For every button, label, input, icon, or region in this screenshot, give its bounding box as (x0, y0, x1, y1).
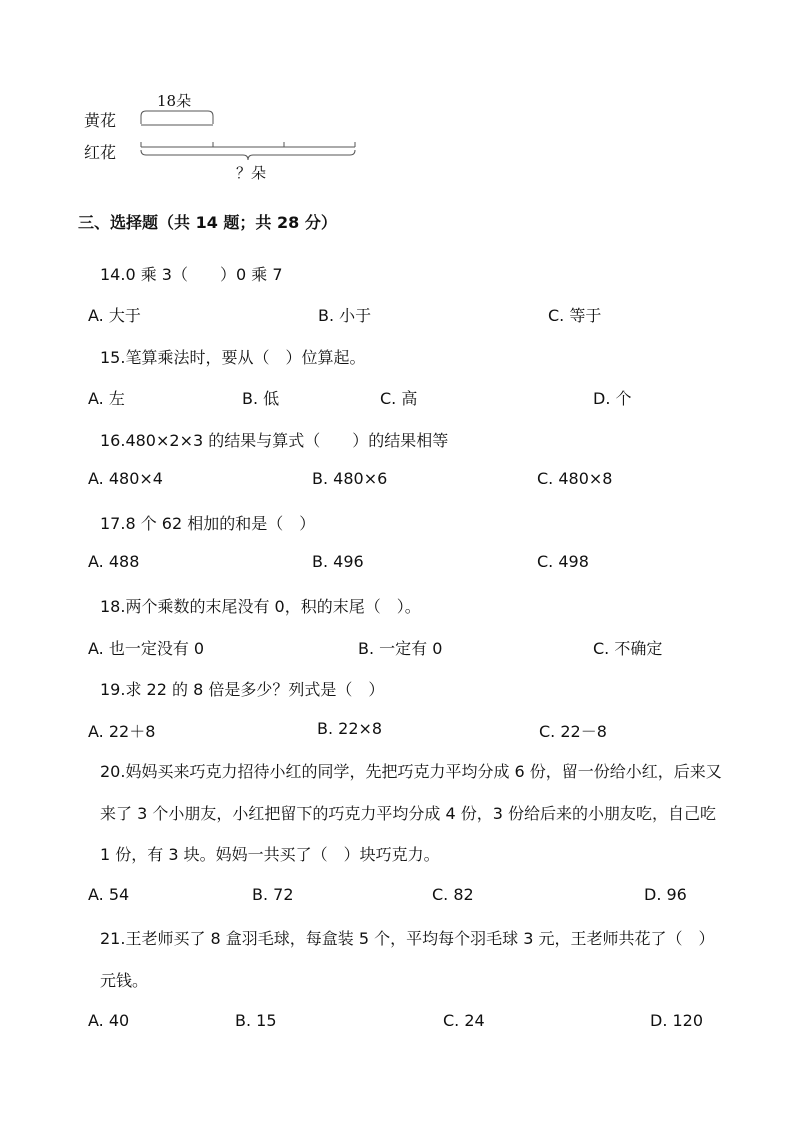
q19-option-b[interactable]: B. 22×8 (317, 719, 383, 738)
question-14-stem: 14.0 乘 3（ ）0 乘 7 (100, 265, 283, 284)
q18-option-b[interactable]: B. 一定有 0 (358, 639, 443, 658)
q17-option-b[interactable]: B. 496 (312, 552, 364, 571)
yellow-flower-label: 黄花 (84, 111, 117, 130)
question-15-stem: 15.笔算乘法时，要从（ ）位算起。 (100, 348, 366, 367)
q20-option-b[interactable]: B. 72 (252, 885, 294, 904)
q15-option-d[interactable]: D. 个 (593, 389, 632, 408)
q21-option-b[interactable]: B. 15 (235, 1011, 277, 1030)
q19-option-c[interactable]: C. 22－8 (539, 722, 607, 741)
q14-option-b[interactable]: B. 小于 (318, 306, 372, 325)
q17-option-a[interactable]: A. 488 (88, 552, 140, 571)
q15-option-a[interactable]: A. 左 (88, 389, 125, 408)
q16-option-b[interactable]: B. 480×6 (312, 469, 388, 488)
section-heading: 三、选择题（共 14 题；共 28 分） (78, 213, 337, 232)
question-16-stem: 16.480×2×3 的结果与算式（ ）的结果相等 (100, 431, 449, 450)
q21-option-d[interactable]: D. 120 (650, 1011, 704, 1030)
q16-option-a[interactable]: A. 480×4 (88, 469, 163, 488)
question-19-stem: 19.求 22 的 8 倍是多少？列式是（ ） (100, 680, 385, 699)
question-21-stem: 21.王老师买了 8 盒羽毛球，每盒装 5 个，平均每个羽毛球 3 元，王老师共花了（ ）元钱。 (100, 929, 715, 990)
red-flower-label: 红花 (84, 143, 117, 162)
q18-option-c[interactable]: C. 不确定 (593, 639, 663, 658)
q14-option-a[interactable]: A. 大于 (88, 306, 141, 325)
question-17-stem: 17.8 个 62 相加的和是（ ） (100, 514, 316, 533)
red-count-label: ？朵 (236, 164, 267, 182)
q17-option-c[interactable]: C. 498 (537, 552, 589, 571)
question-20-stem: 20.妈妈买来巧克力招待小红的同学，先把巧克力平均分成 6 份，留一份给小红，后来又来了 3 个小朋友，小红把留下的巧克力平均分成 4 份，3 份给后来的小朋友吃，自己吃 1 份，有 3 块。妈妈一共买了（ ）块巧克力。 (100, 762, 722, 864)
q15-option-b[interactable]: B. 低 (242, 389, 280, 408)
q16-option-c[interactable]: C. 480×8 (537, 469, 613, 488)
q18-option-a[interactable]: A. 也一定没有 0 (88, 639, 205, 658)
q21-option-c[interactable]: C. 24 (443, 1011, 485, 1030)
question-18-stem: 18.两个乘数的末尾没有 0，积的末尾（ ）。 (100, 597, 421, 616)
q20-option-c[interactable]: C. 82 (432, 885, 474, 904)
segment-lines (0, 0, 794, 200)
yellow-count-label: 18朵 (157, 92, 192, 110)
q21-option-a[interactable]: A. 40 (88, 1011, 130, 1030)
q19-option-a[interactable]: A. 22＋8 (88, 722, 156, 741)
q20-option-d[interactable]: D. 96 (644, 885, 687, 904)
q15-option-c[interactable]: C. 高 (380, 389, 418, 408)
q20-option-a[interactable]: A. 54 (88, 885, 130, 904)
q14-option-c[interactable]: C. 等于 (548, 306, 602, 325)
